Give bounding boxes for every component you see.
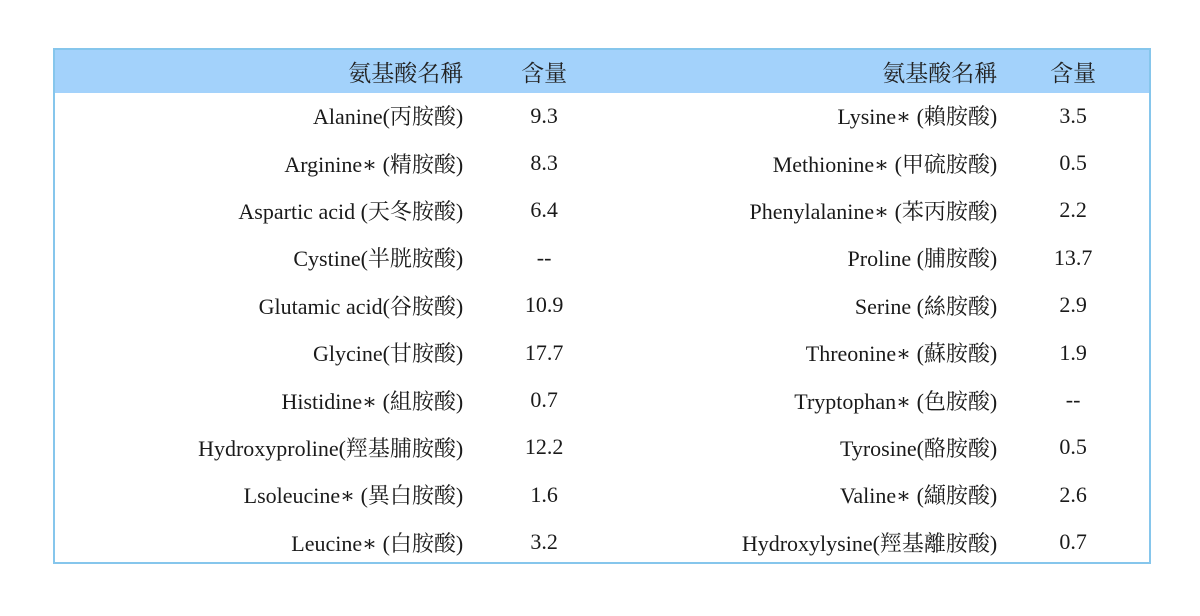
table-row	[55, 139, 1149, 186]
table-body	[55, 92, 1149, 566]
table-header-row	[55, 50, 1149, 93]
right-amino-acid-value: 1.9	[1059, 339, 1087, 365]
left-amino-acid-name: Glycine(甘胺酸)	[312, 341, 464, 367]
left-amino-acid-name: Glutamic acid(谷胺酸)	[258, 293, 464, 319]
left-amino-acid-name: Alanine(丙胺酸)	[312, 104, 464, 130]
left-amino-acid-value: 3.2	[530, 529, 558, 555]
left-amino-acid-value: 6.4	[530, 197, 558, 223]
right-amino-acid-name: Lysine∗ (賴胺酸)	[837, 104, 998, 130]
table-row	[55, 424, 1149, 471]
left-amino-acid-value: 1.6	[530, 481, 558, 507]
left-amino-acid-name: Aspartic acid (天冬胺酸)	[238, 198, 464, 224]
left-amino-acid-value: 12.2	[524, 434, 564, 460]
left-amino-acid-value: 17.7	[524, 339, 564, 365]
left-amino-acid-value: 0.7	[530, 387, 558, 413]
right-amino-acid-name: Threonine∗ (蘇胺酸)	[805, 341, 998, 367]
table-row	[55, 519, 1149, 566]
right-amino-acid-name: Valine∗ (纈胺酸)	[839, 483, 998, 509]
amino-acid-table	[53, 48, 1151, 564]
right-amino-acid-value: 2.6	[1059, 481, 1087, 507]
left-amino-acid-name: Lsoleucine∗ (異白胺酸)	[243, 483, 464, 509]
table-row	[55, 376, 1149, 423]
right-amino-acid-value: 0.7	[1059, 529, 1087, 555]
right-amino-acid-value: 0.5	[1059, 150, 1087, 176]
left-amino-acid-value: 8.3	[530, 150, 558, 176]
header-left-value: 含量	[521, 61, 568, 86]
left-amino-acid-name: Leucine∗ (白胺酸)	[291, 530, 464, 556]
right-amino-acid-name: Proline (脯胺酸)	[847, 246, 998, 272]
left-amino-acid-value: 10.9	[524, 292, 564, 318]
right-amino-acid-name: Hydroxylysine(羥基離胺酸)	[741, 530, 998, 556]
right-amino-acid-value: 0.5	[1059, 434, 1087, 460]
table-row	[55, 234, 1149, 281]
right-amino-acid-name: Serine (絲胺酸)	[854, 293, 998, 319]
left-amino-acid-name: Cystine(半胱胺酸)	[293, 246, 464, 272]
right-amino-acid-name: Phenylalanine∗ (苯丙胺酸)	[749, 198, 998, 224]
table-row	[55, 471, 1149, 518]
left-amino-acid-name: Histidine∗ (組胺酸)	[281, 388, 464, 414]
right-amino-acid-value: 2.2	[1059, 197, 1087, 223]
header-right-value: 含量	[1050, 61, 1097, 86]
table-row	[55, 282, 1149, 329]
right-amino-acid-name: Methionine∗ (甲硫胺酸)	[772, 151, 998, 177]
right-amino-acid-value: --	[1065, 387, 1081, 413]
left-amino-acid-value: 9.3	[530, 102, 558, 128]
table-row	[55, 187, 1149, 234]
right-amino-acid-name: Tryptophan∗ (色胺酸)	[794, 388, 998, 414]
left-amino-acid-name: Arginine∗ (精胺酸)	[284, 151, 464, 177]
left-amino-acid-value: --	[536, 244, 552, 270]
header-right-name: 氨基酸名稱	[882, 61, 998, 86]
table-row	[55, 92, 1149, 139]
right-amino-acid-name: Tyrosine(酪胺酸)	[839, 435, 998, 461]
right-amino-acid-value: 3.5	[1059, 102, 1087, 128]
left-amino-acid-name: Hydroxyproline(羥基脯胺酸)	[198, 435, 464, 461]
header-left-name: 氨基酸名稱	[348, 61, 464, 86]
right-amino-acid-value: 2.9	[1059, 292, 1087, 318]
table-row	[55, 329, 1149, 376]
right-amino-acid-value: 13.7	[1053, 244, 1093, 270]
